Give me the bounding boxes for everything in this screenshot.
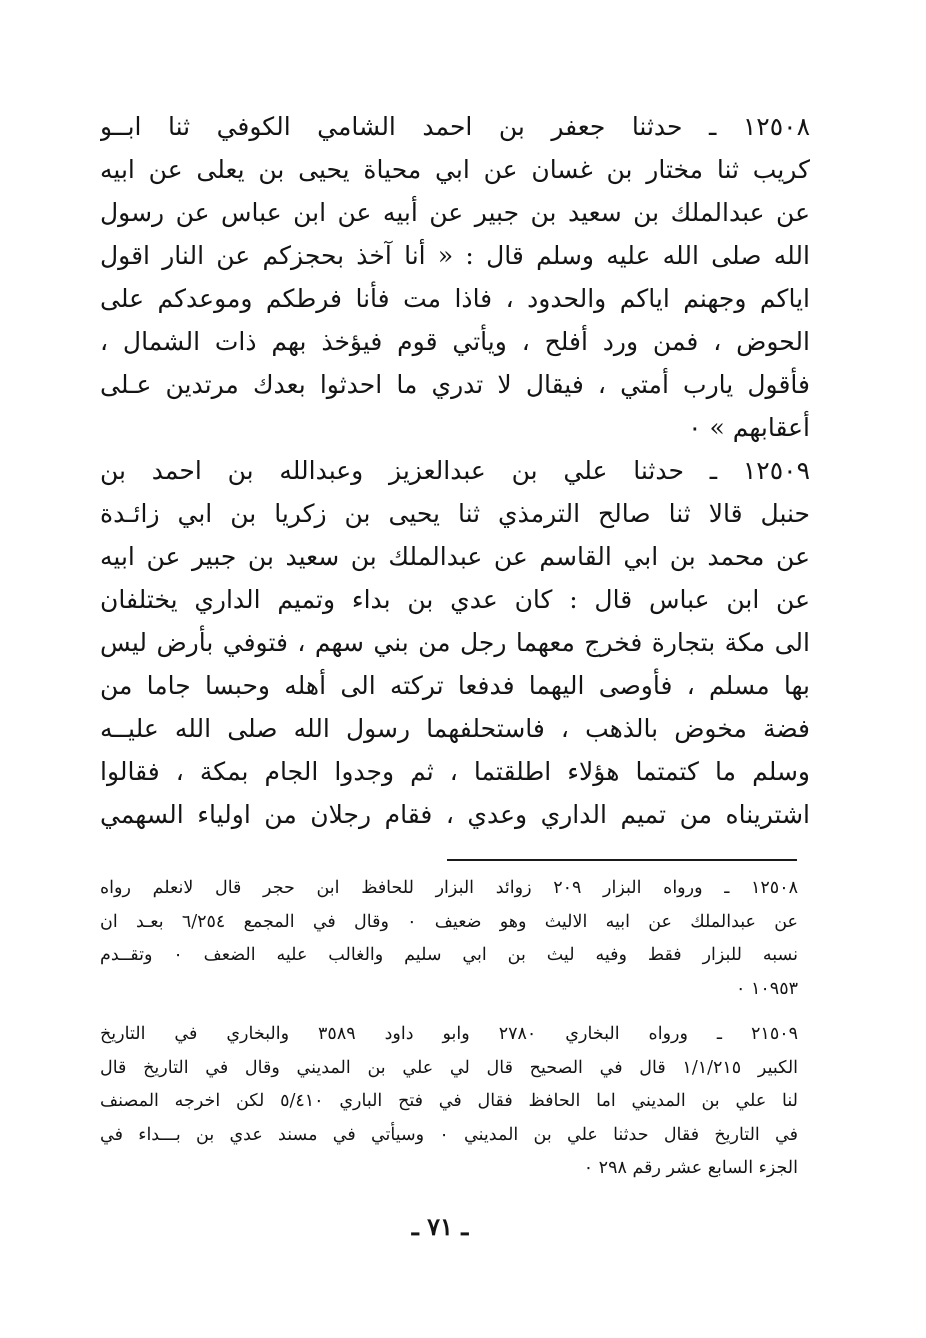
footnote-line: ١٢٥٠٨ ـ ورواه البزار ٢٠٩ زوائد البزار للحافظ ابن حجر قال لانعلم رواه bbox=[100, 878, 798, 898]
text-line: اشتريناه من تميم الداري وعدي ، فقام رجلان من اولياء السهمي bbox=[100, 800, 810, 829]
footnote-line: نسبه للبزار فقط وفيه ليث بن ابي سليم والغالب عليه الضعف ٠ وتقــدم bbox=[100, 945, 798, 965]
footnote-line: ٢١٥٠٩ ـ ورواه البخاري ٢٧٨٠ وابو داود ٣٥٨٩ والبخاري في التاريخ bbox=[100, 1024, 798, 1044]
footnote bbox=[100, 872, 798, 1006]
text-line: أعقابهم » ٠ bbox=[688, 413, 810, 442]
text-line: الحوض ، فمن ورد أفلح ، ويأتي قوم فيؤخذ بهم ذات الشمال ، bbox=[100, 327, 810, 356]
footnote-gap bbox=[100, 1006, 798, 1018]
text-line: كريب ثنا مختار بن غسان عن ابي محياة يحيى بن يعلى عن ابيه bbox=[100, 155, 810, 184]
text-line: عن عبدالملك بن سعيد بن جبير عن أبيه عن ابن عباس عن رسول bbox=[100, 198, 810, 227]
text-line: فأقول يارب أمتي ، فيقال لا تدري ما احدثوا بعدك مرتدين عـلى bbox=[100, 370, 810, 399]
text-line: ١٢٥٠٩ ـ حدثنا علي بن عبدالعزيز وعبدالله بن احمد بن bbox=[100, 456, 810, 485]
footnote-line: عن عبدالملك عن ابيه الاليث وهو ضعيف ٠ وقال في المجمع ٦/٢٥٤ بعـد ان bbox=[100, 911, 798, 932]
text-line: فضة مخوض بالذهب ، فاستحلفهما رسول الله صلى الله عليــه bbox=[100, 714, 810, 743]
footnote-line: لنا علي بن المديني اما الحافظ فقال في فتح الباري ٥/٤١٠ لكن اخرجه المصنف bbox=[100, 1091, 798, 1111]
page-number: ـ ٧١ ـ bbox=[411, 1212, 469, 1241]
footnote-line: الكبير ١/١/٢١٥ قال في الصحيح قال لي علي بن المديني وقال في التاريخ قال bbox=[100, 1057, 798, 1078]
text-line: ١٢٥٠٨ ـ حدثنا جعفر بن احمد الشامي الكوفي ثنا ابــو bbox=[100, 112, 810, 141]
footnote-line: في التاريخ فقال حدثنا علي بن المديني ٠ وسيأتي في مسند عدي بن بـــداء في bbox=[100, 1124, 798, 1145]
footnotes bbox=[100, 872, 798, 1186]
footnote-line: الجزء السابع عشر رقم ٢٩٨ ٠ bbox=[583, 1158, 798, 1178]
footnote-divider bbox=[447, 859, 797, 861]
text-line: الله صلى الله عليه وسلم قال : « أنا آخذ بحجزكم عن النار اقول bbox=[100, 241, 810, 270]
text-line: حنبل قالا ثنا صالح الترمذي ثنا يحيى بن زكريا بن ابي زائـدة bbox=[100, 499, 810, 528]
footnote bbox=[100, 1018, 798, 1186]
text-line: الى مكة بتجارة فخرج معهما رجل من بني سهم ، فتوفي بأرض ليس bbox=[100, 628, 810, 657]
text-line: اياكم وجهنم اياكم والحدود ، فاذا مت فأنا فرطكم وموعدكم على bbox=[100, 284, 810, 313]
text-line: وسلم ما كتمتما هؤلاء اطلقتما ، ثم وجدوا الجام بمكة ، فقالوا bbox=[100, 757, 810, 786]
text-line: بها مسلم ، فأوصى اليهما فدفعا تركته الى أهله وحبسا جاما من bbox=[100, 671, 810, 700]
main-text bbox=[100, 105, 810, 836]
text-line: عن ابن عباس قال : كان عدي بن بداء وتميم الداري يختلفان bbox=[100, 585, 810, 614]
footnote-line: ١٠٩٥٣ ٠ bbox=[736, 978, 798, 999]
text-line: عن محمد بن ابي القاسم عن عبدالملك بن سعيد بن جبير عن ابيه bbox=[100, 542, 810, 571]
